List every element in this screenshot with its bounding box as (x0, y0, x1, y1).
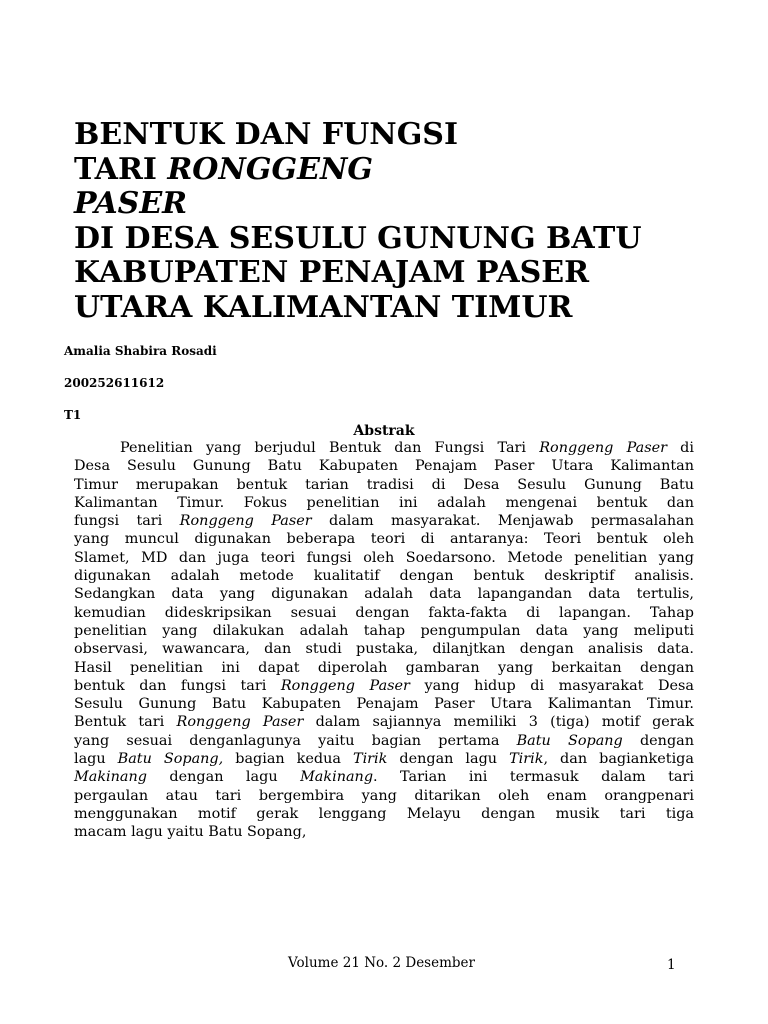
abstract-text: kemudian dideskripsikan sesuai dengan fakta-fakta di lapangan. Tahap (74, 604, 694, 621)
title-line-3-italic: PASER (74, 186, 188, 221)
abstract-text: menggunakan motif gerak lenggang Melayu dengan musik tari tiga (74, 805, 694, 822)
abstract-line (74, 549, 694, 567)
abstract-line (74, 823, 694, 841)
abstract-line (74, 640, 694, 658)
abstract-line (74, 439, 694, 457)
title-line-5: KABUPATEN PENAJAM PASER (74, 255, 590, 290)
title-line-2 (74, 153, 714, 188)
abstract-line (74, 512, 694, 530)
abstract-italic-text: Makinang (300, 769, 374, 786)
abstract-line (74, 750, 694, 768)
abstract-text: di (666, 440, 694, 456)
abstract-line (74, 713, 694, 731)
abstract-line (74, 567, 694, 585)
abstract-italic-text: Batu Sopang, (117, 751, 224, 768)
abstract-line (74, 530, 694, 548)
abstract-line (74, 457, 694, 475)
abstract-line (74, 787, 694, 805)
footer-volume: Volume 21 No. 2 Desember (288, 955, 475, 971)
abstract-line (74, 677, 694, 695)
abstract-text: dalam masyarakat. Menjawab permasalahan (311, 513, 694, 530)
abstract-text: Desa Sesulu Gunung Batu Kabupaten Penajam Paser Utara Kalimantan (74, 458, 694, 475)
abstract-text: Timur merupakan bentuk tarian tradisi di Desa Sesulu Gunung Batu (74, 476, 694, 493)
title-line-1: BENTUK DAN FUNGSI (74, 117, 459, 152)
abstract-italic-text: Tirik (509, 751, 544, 768)
abstract-italic-text: Tirik (352, 751, 388, 768)
abstract-text: . Tarian ini termasuk dalam tari (373, 769, 694, 786)
abstract-line (74, 622, 694, 640)
abstract-text: digunakan adalah metode kualitatif dengan bentuk deskriptif analisis. (74, 568, 694, 585)
author-name: Amalia Shabira Rosadi (64, 344, 217, 358)
abstract-text: dalam sajiannya memiliki 3 (tiga) motif gerak (303, 714, 694, 731)
abstract-text: Sedangkan data yang digunakan adalah data lapangandan data tertulis, (74, 586, 694, 603)
abstract-text: bagian kedua (223, 751, 353, 768)
abstract-line (74, 732, 694, 750)
abstract-line (74, 695, 694, 713)
abstract-text: Penelitian yang berjudul Bentuk dan Fungsi Tari (120, 440, 540, 456)
title-line-4: DI DESA SESULU GUNUNG BATU (74, 220, 642, 256)
program-code: T1 (64, 408, 82, 422)
abstract-text: , dan bagianketiga (543, 751, 694, 768)
abstract-text: penelitian yang dilakukan adalah tahap pengumpulan data yang meliputi (74, 622, 694, 639)
abstract-text: Hasil penelitian ini dapat diperolah gambaran yang berkaitan dengan (74, 659, 694, 676)
abstract-line (74, 768, 694, 786)
abstract-text: dengan lagu (387, 751, 510, 768)
abstract-line (74, 494, 694, 512)
abstract-text: yang sesuai denganlagunya yaitu bagian pertama (74, 732, 517, 749)
student-id: 200252611612 (64, 376, 165, 390)
abstract-text: dengan lagu (146, 769, 301, 786)
abstract-text: Bentuk tari (74, 714, 177, 731)
article-title (74, 118, 714, 325)
abstract-text: yang hidup di masyarakat Desa (409, 677, 694, 694)
title-line-2-italic: RONGGENG (167, 151, 374, 187)
title-line-2-prefix: TARI (74, 151, 168, 187)
title-line-6: UTARA KALIMANTAN TIMUR (74, 289, 573, 325)
abstract-text: lagu (74, 751, 118, 768)
abstract-italic-text: Batu Sopang (516, 732, 623, 749)
abstract-italic-text: Ronggeng Paser (280, 677, 410, 694)
abstract-text: Slamet, MD dan juga teori fungsi oleh Soedarsono. Metode penelitian yang (74, 549, 694, 566)
abstract-line (74, 476, 694, 494)
abstract-line (74, 604, 694, 622)
abstract-text: Sesulu Gunung Batu Kabupaten Penajam Paser Utara Kalimantan Timur. (74, 696, 694, 713)
abstract-italic-text: Ronggeng Paser (539, 440, 667, 456)
abstract-text: macam lagu yaitu Batu Sopang, (74, 824, 307, 841)
abstract-text: fungsi tari (74, 513, 180, 530)
abstract-italic-text: Ronggeng Paser (179, 513, 312, 530)
abstract-italic-text: Makinang (74, 769, 147, 786)
abstract-line (74, 585, 694, 603)
abstract-text: yang muncul digunakan beberapa teori di antaranya: Teori bentuk oleh (74, 531, 694, 548)
abstract-text: dengan (622, 732, 694, 749)
abstract-text: bentuk dan fungsi tari (74, 677, 281, 694)
abstract-line (74, 805, 694, 823)
page-number: 1 (667, 957, 676, 973)
abstract-heading: Abstrak (353, 423, 415, 439)
abstract-italic-text: Ronggeng Paser (176, 714, 304, 731)
abstract-text: pergaulan atau tari bergembira yang ditarikan oleh enam orangpenari (74, 787, 694, 804)
abstract-line (74, 659, 694, 677)
title-line-3 (74, 187, 714, 222)
abstract-text: observasi, wawancara, dan studi pustaka, dilanjtkan dengan analisis data. (74, 641, 694, 658)
abstract-text: Kalimantan Timur. Fokus penelitian ini adalah mengenai bentuk dan (74, 494, 694, 511)
abstract-body (74, 439, 694, 842)
